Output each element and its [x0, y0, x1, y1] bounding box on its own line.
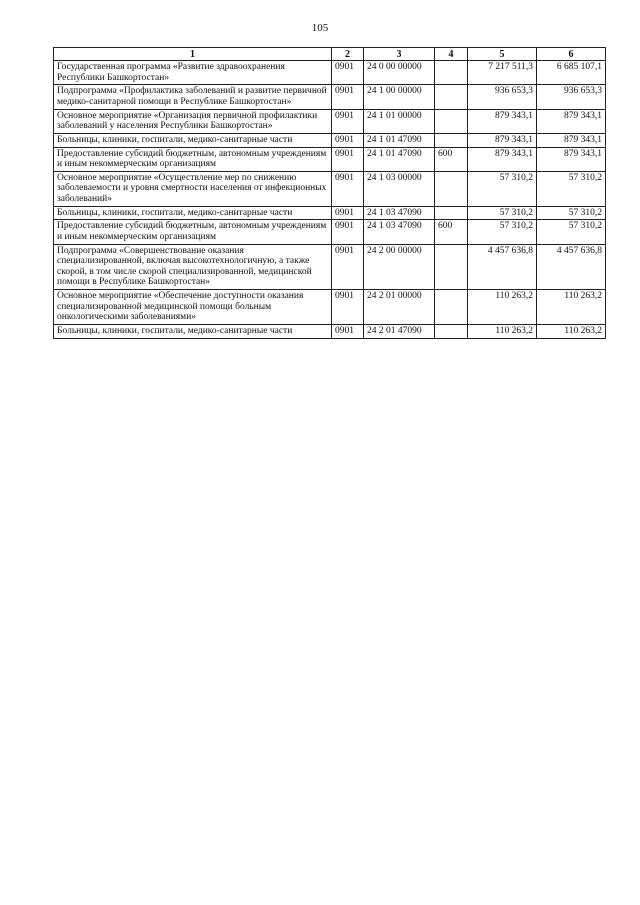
target-article-cell: 24 1 03 47090	[364, 220, 435, 244]
column-header: 2	[332, 48, 364, 61]
target-article-cell: 24 1 03 00000	[364, 171, 435, 206]
expense-type-cell	[435, 133, 468, 147]
table-row	[54, 61, 606, 85]
amount-year1-cell: 879 343,1	[468, 147, 537, 171]
table-row	[54, 133, 606, 147]
amount-year2-cell: 879 343,1	[537, 147, 606, 171]
target-article-cell: 24 0 00 00000	[364, 61, 435, 85]
expense-type-cell	[435, 244, 468, 290]
section-code-cell: 0901	[332, 244, 364, 290]
target-article-cell: 24 1 03 47090	[364, 206, 435, 220]
amount-year1-cell: 57 310,2	[468, 206, 537, 220]
row-name-cell: Подпрограмма «Профилактика заболеваний и развитие первичной медико-санитарной помощи в Республике Башкортостан»	[54, 85, 332, 109]
target-article-cell: 24 2 00 00000	[364, 244, 435, 290]
section-code-cell: 0901	[332, 206, 364, 220]
target-article-cell: 24 1 01 47090	[364, 133, 435, 147]
amount-year2-cell: 57 310,2	[537, 171, 606, 206]
amount-year2-cell: 110 263,2	[537, 324, 606, 338]
table-row	[54, 206, 606, 220]
column-header: 3	[364, 48, 435, 61]
expense-type-cell	[435, 85, 468, 109]
section-code-cell: 0901	[332, 133, 364, 147]
amount-year1-cell: 57 310,2	[468, 220, 537, 244]
column-header: 1	[54, 48, 332, 61]
amount-year2-cell: 879 343,1	[537, 109, 606, 133]
amount-year1-cell: 879 343,1	[468, 133, 537, 147]
section-code-cell: 0901	[332, 171, 364, 206]
table-header-row	[54, 48, 606, 61]
row-name-cell: Подпрограмма «Совершенствование оказания специализированной, включая высокотехнологичную, а также скорой, в том числе скорой специализированной, медицинской помощи в Республике Башкортостан»	[54, 244, 332, 290]
expense-type-cell	[435, 171, 468, 206]
table-row	[54, 109, 606, 133]
table-row	[54, 171, 606, 206]
section-code-cell: 0901	[332, 61, 364, 85]
amount-year2-cell: 936 653,3	[537, 85, 606, 109]
expense-type-cell: 600	[435, 147, 468, 171]
amount-year1-cell: 57 310,2	[468, 171, 537, 206]
row-name-cell: Больницы, клиники, госпитали, медико-санитарные части	[54, 324, 332, 338]
expense-type-cell	[435, 206, 468, 220]
amount-year1-cell: 936 653,3	[468, 85, 537, 109]
expense-type-cell	[435, 290, 468, 325]
table-row	[54, 85, 606, 109]
target-article-cell: 24 1 01 47090	[364, 147, 435, 171]
amount-year2-cell: 110 263,2	[537, 290, 606, 325]
amount-year2-cell: 57 310,2	[537, 220, 606, 244]
target-article-cell: 24 2 01 00000	[364, 290, 435, 325]
expense-type-cell	[435, 324, 468, 338]
table-row	[54, 244, 606, 290]
table-row	[54, 324, 606, 338]
row-name-cell: Основное мероприятие «Организация первичной профилактики заболеваний у населения Республики Башкортостан»	[54, 109, 332, 133]
section-code-cell: 0901	[332, 147, 364, 171]
table-row	[54, 290, 606, 325]
amount-year2-cell: 879 343,1	[537, 133, 606, 147]
amount-year1-cell: 110 263,2	[468, 290, 537, 325]
page-number: 105	[311, 22, 329, 34]
row-name-cell: Основное мероприятие «Осуществление мер по снижению заболеваемости и уровня смертности населения от инфекционных заболеваний»	[54, 171, 332, 206]
expense-type-cell: 600	[435, 220, 468, 244]
section-code-cell: 0901	[332, 290, 364, 325]
row-name-cell: Предоставление субсидий бюджетным, автономным учреждениям и иным некоммерческим организациям	[54, 147, 332, 171]
table-row	[54, 147, 606, 171]
amount-year2-cell: 6 685 107,1	[537, 61, 606, 85]
amount-year1-cell: 7 217 511,3	[468, 61, 537, 85]
amount-year1-cell: 879 343,1	[468, 109, 537, 133]
target-article-cell: 24 2 01 47090	[364, 324, 435, 338]
amount-year2-cell: 57 310,2	[537, 206, 606, 220]
column-header: 6	[537, 48, 606, 61]
column-header: 5	[468, 48, 537, 61]
section-code-cell: 0901	[332, 109, 364, 133]
section-code-cell: 0901	[332, 220, 364, 244]
row-name-cell: Больницы, клиники, госпитали, медико-санитарные части	[54, 206, 332, 220]
expense-type-cell	[435, 109, 468, 133]
budget-table	[53, 47, 606, 339]
target-article-cell: 24 1 01 00000	[364, 109, 435, 133]
row-name-cell: Больницы, клиники, госпитали, медико-санитарные части	[54, 133, 332, 147]
section-code-cell: 0901	[332, 324, 364, 338]
section-code-cell: 0901	[332, 85, 364, 109]
amount-year1-cell: 4 457 636,8	[468, 244, 537, 290]
amount-year2-cell: 4 457 636,8	[537, 244, 606, 290]
expense-type-cell	[435, 61, 468, 85]
column-header: 4	[435, 48, 468, 61]
row-name-cell: Государственная программа «Развитие здравоохранения Республики Башкортостан»	[54, 61, 332, 85]
row-name-cell: Основное мероприятие «Обеспечение доступности оказания специализированной медицинской помощи больным онкологическими заболеваниями»	[54, 290, 332, 325]
target-article-cell: 24 1 00 00000	[364, 85, 435, 109]
row-name-cell: Предоставление субсидий бюджетным, автономным учреждениям и иным некоммерческим организациям	[54, 220, 332, 244]
table-row	[54, 220, 606, 244]
amount-year1-cell: 110 263,2	[468, 324, 537, 338]
